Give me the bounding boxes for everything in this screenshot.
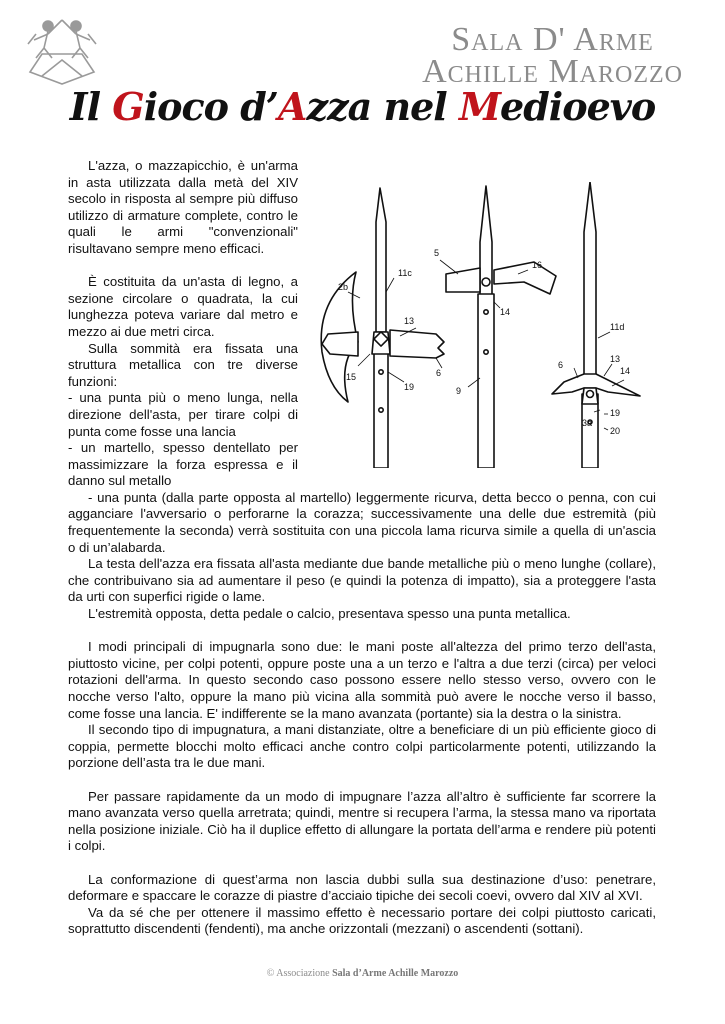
list-item: - una punta più o meno lunga, nella direzione dell'asta, per tirare colpi di punta come fosse una lancia (68, 390, 298, 439)
brand-name (422, 21, 683, 90)
figure-label: 9 (456, 386, 462, 396)
title-initial: M (458, 84, 501, 129)
paragraph: Va da sé che per ottenere il massimo effetto è necessario portare dei colpi piuttosto caricati, soprattutto discendenti (fendenti), ma anche orizzontali (mezzani) o ascendenti (sottani). (68, 904, 656, 937)
figure-label: 11d (610, 322, 625, 332)
title-part: zza nel (306, 84, 459, 129)
footer-prefix: © Associazione (266, 968, 330, 979)
figure-label: 13 (610, 354, 621, 364)
paragraph: La conformazione di quest’arma non lascia dubbi sulla sua destinazione d’uso: penetrare, deformare e spaccare le corazze di piastre d’acciaio tipiche dei secoli coevi, ovvero dal XIV al XVI. (68, 871, 656, 904)
list-item: - un martello, spesso dentellato per massimizzare la forza espressa e il danno sul metallo (68, 440, 298, 489)
list-item: - una punta (dalla parte opposta al martello) leggermente ricurva, detta becco o penna, con cui agganciare l'avversario o perforarne la corazza; successivamente una delle due estremità (più frequentemente la seconda) verrà sostituita con una piccola lama ricurva simile a quella di un'ascia o di un’alabarda. (68, 489, 656, 555)
paragraph: È costituita da un'asta di legno, a sezione circolare o quadrata, la cui lunghezza poteva variare dal metro e mezzo ai due metri circa. (68, 274, 298, 339)
figure-label: 19 (610, 408, 621, 418)
title-initial: A (278, 84, 307, 129)
figure-label: 15 (346, 372, 357, 382)
title-part: edioevo (500, 84, 656, 129)
paragraph: Sulla sommità era fissata una struttura metallica con tre diverse funzioni: (68, 340, 298, 389)
title-part: ioco d’ (143, 84, 278, 129)
figure-label: 6 (558, 360, 564, 370)
association-logo (22, 14, 102, 90)
figure-label: 20 (610, 426, 621, 436)
page-title (0, 84, 725, 129)
paragraph: La testa dell'azza era fissata all'asta mediante due bande metalliche più o meno lunghe (collare), che contribuivano sia ad aumentare il peso (e quindi la potenza di impatto), sia a proteggere l'asta da urti con superfici rigide o lame. (68, 556, 656, 605)
figure-label: 11c (398, 268, 412, 278)
paragraph: L'estremità opposta, detta pedale o calcio, presentava spesso una punta metallica. (88, 606, 571, 622)
figure-label: 13 (404, 316, 415, 326)
figure-label: 16 (532, 260, 543, 270)
figure-label: 5 (434, 248, 440, 258)
figure-label: 2b (338, 282, 349, 292)
figure-label: 3a (582, 418, 593, 428)
title-initial: G (112, 84, 144, 129)
paragraph: Per passare rapidamente da un modo di impugnare l’azza all’altro è sufficiente far scorrere la mano avanzata verso quella arretrata; quindi, mentre si recupera l’arma, la stessa mano va riportata nella posizione iniziale. Ciò ha il duplice effetto di allungare la portata dell’arma e rendere più potenti i colpi. (68, 788, 656, 854)
paragraph: Il secondo tipo di impugnatura, a mani distanziate, oltre a beneficiare di un più efficiente gioco di coppia, permette blocchi molto efficaci anche contro colpi particolarmente potenti, utilizzando la porzione dell’asta tra le due mani. (68, 722, 656, 771)
paragraph: I modi principali di impugnarla sono due: le mani poste all'altezza del primo terzo dell'asta, piuttosto vicine, per colpi potenti, oppure poste una a un terzo e l'altra a due terzi (circa) per veloci rotazioni dell'arma. In questo secondo caso possono essere nello stesso verso, ovvero con le nocche verso l'alto, oppure la mano più vicina alla sommità può avere le nocche verso il basso, come fosse una lancia. E' indifferente se la mano avanzata (portante) sia la destra o la sinistra. (68, 639, 656, 721)
article-body (68, 158, 656, 938)
figure-label: 19 (404, 382, 415, 392)
figure-label: 14 (500, 307, 511, 317)
figure-label: 6 (436, 368, 442, 378)
page-footer (0, 968, 725, 979)
brand-line-1: Sala D' Arme (451, 21, 654, 58)
footer-org: Sala d’Arme Achille Marozzo (332, 968, 459, 979)
title-part: Il (69, 84, 113, 129)
brand-line-2: Achille Marozzo (422, 53, 683, 90)
figure-label: 14 (620, 366, 631, 376)
paragraph: L'azza, o mazzapicchio, è un'arma in asta utilizzata dalla metà del XIV secolo in risposta al sempre più diffuso utilizzo di armature complete, contro le quali le armi "convenzionali" risultavano sempre meno efficaci. (68, 158, 298, 256)
